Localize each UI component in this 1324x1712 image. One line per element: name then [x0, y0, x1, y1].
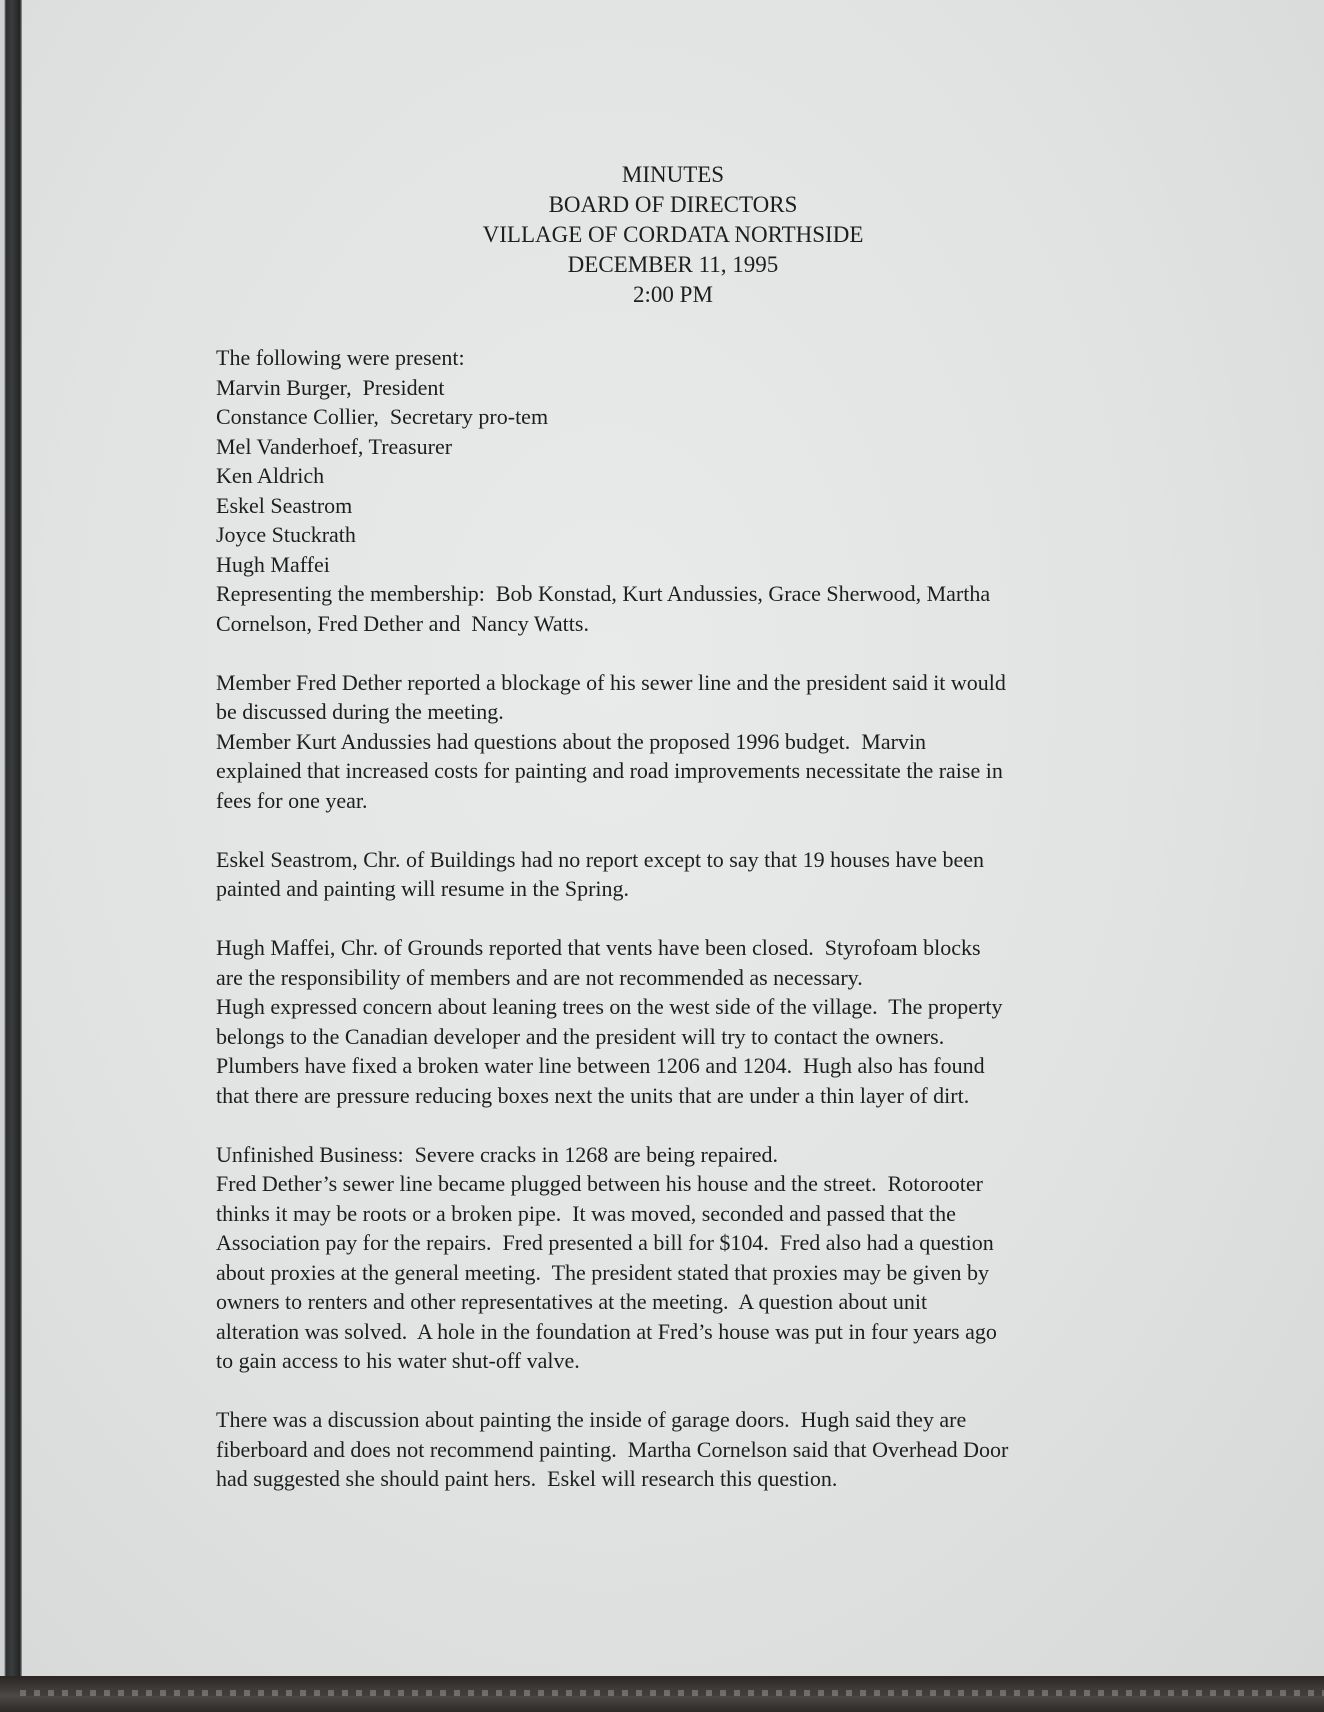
- paragraph-grounds-report: [216, 933, 1146, 1110]
- header-time: 2:00 PM: [633, 282, 713, 307]
- text-line: Plumbers have fixed a broken water line between 1206 and 1204. Hugh also has found: [216, 1053, 985, 1078]
- text-line: Unfinished Business: Severe cracks in 1268 are being repaired.: [216, 1141, 779, 1167]
- membership-representatives: Cornelson, Fred Dether and Nancy Watts.: [216, 610, 589, 636]
- attendance-intro: The following were present:: [216, 345, 465, 370]
- text-line: belongs to the Canadian developer and the president will try to contact the owners.: [216, 1023, 945, 1049]
- text-line: had suggested she should paint hers. Eskel will research this question.: [216, 1466, 838, 1491]
- header-entity: VILLAGE OF CORDATA NORTHSIDE: [482, 222, 864, 247]
- paragraph-buildings-report: [216, 845, 1146, 904]
- attendee: Hugh Maffei: [216, 551, 330, 577]
- text-line: that there are pressure reducing boxes next the units that are under a thin layer of dirt.: [216, 1082, 970, 1108]
- text-line: owners to renters and other representatives at the meeting. A question about unit: [216, 1289, 928, 1314]
- text-line: Member Fred Dether reported a blockage of his sewer line and the president said it would: [216, 669, 1006, 695]
- document-header: [22, 160, 1324, 310]
- attendee: Mel Vanderhoef, Treasurer: [216, 433, 453, 459]
- membership-representatives: Representing the membership: Bob Konstad, Kurt Andussies, Grace Sherwood, Martha: [216, 581, 991, 606]
- header-organization: BOARD OF DIRECTORS: [548, 192, 798, 217]
- binder-edge-bottom: [0, 1676, 1324, 1712]
- text-line: about proxies at the general meeting. The president stated that proxies may be given by: [216, 1259, 990, 1285]
- text-line: explained that increased costs for painting and road improvements necessitate the raise in: [216, 758, 1003, 783]
- attendee: Ken Aldrich: [216, 463, 325, 488]
- text-line: alteration was solved. A hole in the foundation at Fred’s house was put in four years ago: [216, 1318, 997, 1344]
- paragraph-unfinished-business: [216, 1140, 1146, 1376]
- paragraph-garage-doors: [216, 1405, 1146, 1494]
- text-line: Association pay for the repairs. Fred presented a bill for $104. Fred also had a question: [216, 1230, 994, 1255]
- header-title: MINUTES: [621, 162, 725, 187]
- text-line: Hugh Maffei, Chr. of Grounds reported that vents have been closed. Styrofoam blocks: [216, 935, 981, 960]
- text-line: There was a discussion about painting the inside of garage doors. Hugh said they are: [216, 1407, 967, 1432]
- text-line: Eskel Seastrom, Chr. of Buildings had no report except to say that 19 houses have been: [216, 846, 985, 872]
- text-line: Hugh expressed concern about leaning trees on the west side of the village. The property: [216, 994, 1003, 1019]
- text-line: thinks it may be roots or a broken pipe. It was moved, seconded and passed that the: [216, 1200, 956, 1226]
- attendee: Eskel Seastrom: [216, 492, 353, 518]
- text-line: fees for one year.: [216, 787, 368, 813]
- text-line: to gain access to his water shut-off valve.: [216, 1348, 580, 1373]
- text-line: Fred Dether’s sewer line became plugged between his house and the street. Rotorooter: [216, 1171, 983, 1196]
- document-body: [216, 343, 1146, 1523]
- text-line: Member Kurt Andussies had questions about the proposed 1996 budget. Marvin: [216, 728, 927, 754]
- text-line: fiberboard and does not recommend painting. Martha Cornelson said that Overhead Door: [216, 1436, 1009, 1462]
- paragraph-member-reports: [216, 668, 1146, 816]
- attendance-section: [216, 343, 1146, 638]
- attendee: Marvin Burger, President: [216, 374, 445, 400]
- header-date: DECEMBER 11, 1995: [567, 252, 779, 277]
- text-line: painted and painting will resume in the Spring.: [216, 876, 630, 901]
- attendee: Constance Collier, Secretary pro-tem: [216, 404, 549, 429]
- text-line: are the responsibility of members and are not recommended as necessary.: [216, 964, 863, 990]
- text-line: be discussed during the meeting.: [216, 699, 504, 724]
- binder-spine-left: [0, 0, 22, 1712]
- attendee: Joyce Stuckrath: [216, 522, 356, 547]
